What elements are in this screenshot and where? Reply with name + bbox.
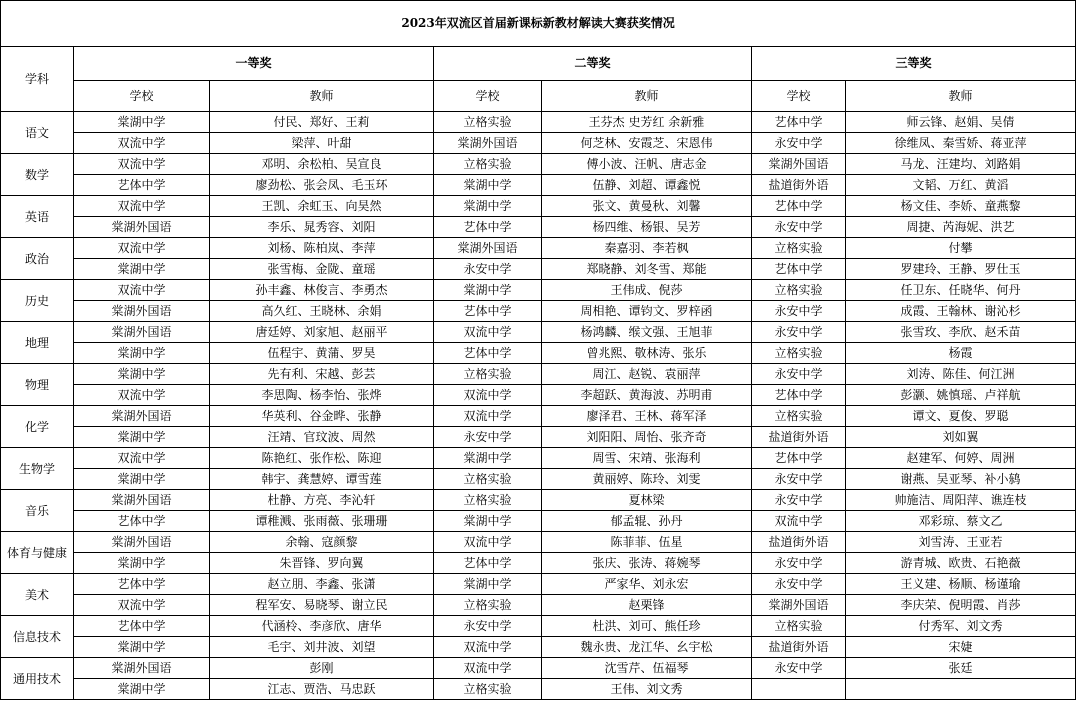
first-school-cell: 棠湖中学: [74, 427, 210, 448]
subject-cell: 美术: [1, 574, 74, 616]
table-row: [1, 175, 1076, 196]
third-school-cell: 永安中学: [752, 658, 846, 679]
third-teacher-cell: [846, 679, 1076, 700]
first-teacher-cell: 杜静、方亮、李沁轩: [210, 490, 434, 511]
third-teacher-cell: 马龙、汪建均、刘路娟: [846, 154, 1076, 175]
first-teacher-cell: 毛宇、刘井波、刘望: [210, 637, 434, 658]
first-teacher-cell: 廖劲松、张会凤、毛玉环: [210, 175, 434, 196]
table-row: [1, 427, 1076, 448]
first-teacher-cell: 邓明、余松柏、吴宣良: [210, 154, 434, 175]
second-teacher-cell: 周相艳、谭钧文、罗梓函: [542, 301, 752, 322]
second-school-cell: 双流中学: [434, 385, 542, 406]
third-teacher-cell: 宋婕: [846, 637, 1076, 658]
third-teacher-cell: 文韬、万红、黄滔: [846, 175, 1076, 196]
first-school-cell: 棠湖中学: [74, 364, 210, 385]
first-teacher-cell: 程军安、易晓琴、谢立民: [210, 595, 434, 616]
second-school-cell: 艺体中学: [434, 343, 542, 364]
table-row: [1, 448, 1076, 469]
third-teacher-cell: 彭灏、姚慎瑶、卢祥航: [846, 385, 1076, 406]
second-school-cell: 艺体中学: [434, 301, 542, 322]
third-teacher-cell: 赵建军、何婷、周洲: [846, 448, 1076, 469]
first-school-cell: 棠湖中学: [74, 637, 210, 658]
first-school-cell: 棠湖外国语: [74, 532, 210, 553]
third-school-cell: 立格实验: [752, 406, 846, 427]
third-teacher-cell: 邓彩琼、蔡文乙: [846, 511, 1076, 532]
third-teacher-cell: 谭文、夏俊、罗聪: [846, 406, 1076, 427]
table-row: [1, 343, 1076, 364]
first-school-cell: 棠湖中学: [74, 343, 210, 364]
first-school-cell: 双流中学: [74, 238, 210, 259]
third-school-cell: 艺体中学: [752, 385, 846, 406]
subject-cell: 通用技术: [1, 658, 74, 700]
second-teacher-cell: 魏永贵、龙江华、幺宇松: [542, 637, 752, 658]
table-row: [1, 511, 1076, 532]
subject-cell: 英语: [1, 196, 74, 238]
third-school-cell: 永安中学: [752, 469, 846, 490]
third-teacher-cell: 王义建、杨顺、杨谨瑜: [846, 574, 1076, 595]
second-school-cell: 棠湖中学: [434, 448, 542, 469]
second-teacher-cell: 杨鸿麟、缑文强、王旭菲: [542, 322, 752, 343]
third-teacher-cell: 任卫东、任晓华、何丹: [846, 280, 1076, 301]
first-school-cell: 棠湖外国语: [74, 217, 210, 238]
first-school-cell: 棠湖中学: [74, 112, 210, 133]
first-school-cell: 棠湖外国语: [74, 490, 210, 511]
third-school-cell: 永安中学: [752, 301, 846, 322]
second-teacher-cell: 郁孟辊、孙丹: [542, 511, 752, 532]
second-school-cell: 立格实验: [434, 679, 542, 700]
third-teacher-cell: 付秀军、刘文秀: [846, 616, 1076, 637]
second-teacher-cell: 曾兆熙、敬林涛、张乐: [542, 343, 752, 364]
school-header-third: 学校: [752, 81, 846, 112]
first-teacher-cell: 朱晋锋、罗向翼: [210, 553, 434, 574]
second-teacher-cell: 何芝林、安霞芝、宋恩伟: [542, 133, 752, 154]
second-teacher-cell: 秦嘉羽、李若枫: [542, 238, 752, 259]
first-school-cell: 棠湖外国语: [74, 322, 210, 343]
second-school-cell: 立格实验: [434, 154, 542, 175]
first-school-cell: 棠湖外国语: [74, 658, 210, 679]
first-teacher-cell: 唐廷婷、刘家旭、赵丽平: [210, 322, 434, 343]
first-school-cell: 双流中学: [74, 133, 210, 154]
second-school-cell: 艺体中学: [434, 217, 542, 238]
second-teacher-cell: 刘阳阳、周怡、张齐奇: [542, 427, 752, 448]
second-teacher-cell: 王伟成、倪莎: [542, 280, 752, 301]
third-school-cell: 永安中学: [752, 553, 846, 574]
second-teacher-cell: 李超跃、黄海波、苏明甫: [542, 385, 752, 406]
tier-second-header: 二等奖: [434, 47, 752, 81]
second-school-cell: 立格实验: [434, 364, 542, 385]
page-title: 2023年双流区首届新课标新教材解读大赛获奖情况: [1, 1, 1076, 47]
table-row: [1, 469, 1076, 490]
third-teacher-cell: 张雪玫、李欣、赵禾苗: [846, 322, 1076, 343]
first-teacher-cell: 谭稚溅、张雨薇、张珊珊: [210, 511, 434, 532]
second-teacher-cell: 严家华、刘永宏: [542, 574, 752, 595]
first-school-cell: 艺体中学: [74, 574, 210, 595]
third-teacher-cell: 谢燕、吴亚琴、补小鸫: [846, 469, 1076, 490]
second-school-cell: 双流中学: [434, 322, 542, 343]
subject-cell: 历史: [1, 280, 74, 322]
table-row: [1, 322, 1076, 343]
third-teacher-cell: 徐维凤、秦雪娇、蒋亚萍: [846, 133, 1076, 154]
third-school-cell: 永安中学: [752, 133, 846, 154]
second-school-cell: 棠湖中学: [434, 574, 542, 595]
third-school-cell: 永安中学: [752, 490, 846, 511]
first-teacher-cell: 王凯、余虹玉、向昊然: [210, 196, 434, 217]
second-school-cell: 立格实验: [434, 595, 542, 616]
third-teacher-cell: 刘如翼: [846, 427, 1076, 448]
first-school-cell: 艺体中学: [74, 175, 210, 196]
third-teacher-cell: 罗建玲、王静、罗仕玉: [846, 259, 1076, 280]
first-teacher-cell: 孙丰鑫、林俊言、李勇杰: [210, 280, 434, 301]
table-row: [1, 595, 1076, 616]
second-school-cell: 棠湖中学: [434, 196, 542, 217]
first-school-cell: 艺体中学: [74, 511, 210, 532]
second-school-cell: 永安中学: [434, 616, 542, 637]
second-school-cell: 永安中学: [434, 427, 542, 448]
table-row: [1, 217, 1076, 238]
third-teacher-cell: 付攀: [846, 238, 1076, 259]
second-teacher-cell: 王芬杰 史芳红 余新雅: [542, 112, 752, 133]
second-teacher-cell: 夏林梁: [542, 490, 752, 511]
second-teacher-cell: 赵栗锋: [542, 595, 752, 616]
second-school-cell: 立格实验: [434, 490, 542, 511]
table-row: [1, 280, 1076, 301]
first-school-cell: 双流中学: [74, 385, 210, 406]
third-school-cell: 棠湖外国语: [752, 154, 846, 175]
first-teacher-cell: 江志、贾浩、马忠跃: [210, 679, 434, 700]
first-school-cell: 双流中学: [74, 196, 210, 217]
second-school-cell: 双流中学: [434, 637, 542, 658]
second-teacher-cell: 陈菲菲、伍星: [542, 532, 752, 553]
first-teacher-cell: 汪靖、官玟波、周然: [210, 427, 434, 448]
table-row: [1, 532, 1076, 553]
table-row: [1, 574, 1076, 595]
first-teacher-cell: 代涵柃、李彦欣、唐华: [210, 616, 434, 637]
third-school-cell: 立格实验: [752, 280, 846, 301]
third-school-cell: [752, 679, 846, 700]
third-school-cell: 永安中学: [752, 322, 846, 343]
subject-cell: 语文: [1, 112, 74, 154]
third-school-cell: 立格实验: [752, 343, 846, 364]
second-school-cell: 双流中学: [434, 658, 542, 679]
second-school-cell: 立格实验: [434, 469, 542, 490]
table-row: [1, 259, 1076, 280]
subject-cell: 生物学: [1, 448, 74, 490]
school-header-second: 学校: [434, 81, 542, 112]
first-school-cell: 艺体中学: [74, 616, 210, 637]
first-teacher-cell: 李乐、晁秀容、刘阳: [210, 217, 434, 238]
first-teacher-cell: 余翰、寇颜黎: [210, 532, 434, 553]
second-teacher-cell: 周雪、宋靖、张海利: [542, 448, 752, 469]
first-teacher-cell: 刘杨、陈柏岚、李萍: [210, 238, 434, 259]
third-school-cell: 棠湖外国语: [752, 595, 846, 616]
third-teacher-cell: 杨霞: [846, 343, 1076, 364]
first-teacher-cell: 彭刚: [210, 658, 434, 679]
second-school-cell: 双流中学: [434, 532, 542, 553]
subject-cell: 音乐: [1, 490, 74, 532]
third-school-cell: 盐道街外语: [752, 427, 846, 448]
first-teacher-cell: 伍程宇、黄蒲、罗昊: [210, 343, 434, 364]
first-teacher-cell: 付民、郑好、王莉: [210, 112, 434, 133]
first-teacher-cell: 张雪梅、金陇、童瑶: [210, 259, 434, 280]
tier-third-header: 三等奖: [752, 47, 1076, 81]
first-teacher-cell: 高久红、王晓林、余娟: [210, 301, 434, 322]
second-school-cell: 永安中学: [434, 259, 542, 280]
table-row: [1, 553, 1076, 574]
table-row: [1, 616, 1076, 637]
teacher-header-second: 教师: [542, 81, 752, 112]
second-teacher-cell: 伍静、刘超、谭鑫悦: [542, 175, 752, 196]
third-school-cell: 盐道街外语: [752, 637, 846, 658]
first-school-cell: 双流中学: [74, 280, 210, 301]
third-school-cell: 艺体中学: [752, 448, 846, 469]
first-teacher-cell: 李思陶、杨李怡、张烨: [210, 385, 434, 406]
third-school-cell: 立格实验: [752, 238, 846, 259]
second-teacher-cell: 杨四维、杨银、吴芳: [542, 217, 752, 238]
table-row: [1, 133, 1076, 154]
table-row: [1, 364, 1076, 385]
second-teacher-cell: 张庆、张涛、蒋婉琴: [542, 553, 752, 574]
second-school-cell: 棠湖中学: [434, 280, 542, 301]
subject-cell: 数学: [1, 154, 74, 196]
third-teacher-cell: 周捷、芮海妮、洪艺: [846, 217, 1076, 238]
third-teacher-cell: 杨文佳、李娇、童燕黎: [846, 196, 1076, 217]
second-school-cell: 立格实验: [434, 112, 542, 133]
third-school-cell: 盐道街外语: [752, 532, 846, 553]
first-school-cell: 双流中学: [74, 154, 210, 175]
subject-cell: 地理: [1, 322, 74, 364]
first-school-cell: 双流中学: [74, 448, 210, 469]
table-row: [1, 301, 1076, 322]
second-teacher-cell: 沈雪芹、伍福琴: [542, 658, 752, 679]
second-teacher-cell: 周江、赵锐、袁丽萍: [542, 364, 752, 385]
first-school-cell: 双流中学: [74, 595, 210, 616]
subject-cell: 体育与健康: [1, 532, 74, 574]
subject-cell: 信息技术: [1, 616, 74, 658]
table-row: [1, 490, 1076, 511]
tier-first-header: 一等奖: [74, 47, 434, 81]
subject-cell: 政治: [1, 238, 74, 280]
second-school-cell: 棠湖外国语: [434, 133, 542, 154]
third-teacher-cell: 刘涛、陈佳、何江洲: [846, 364, 1076, 385]
first-school-cell: 棠湖中学: [74, 469, 210, 490]
third-teacher-cell: 游青城、欧贵、石艳薇: [846, 553, 1076, 574]
first-teacher-cell: 赵立朋、李鑫、张潇: [210, 574, 434, 595]
table-row: [1, 679, 1076, 700]
second-teacher-cell: 张文、黄曼秋、刘馨: [542, 196, 752, 217]
third-teacher-cell: 张廷: [846, 658, 1076, 679]
second-school-cell: 棠湖中学: [434, 511, 542, 532]
third-teacher-cell: 师云锋、赵娟、吴倩: [846, 112, 1076, 133]
third-teacher-cell: 帅施洁、周阳萍、谯连枝: [846, 490, 1076, 511]
second-teacher-cell: 杜洪、刘可、熊任珍: [542, 616, 752, 637]
teacher-header-third: 教师: [846, 81, 1076, 112]
second-school-cell: 棠湖中学: [434, 175, 542, 196]
first-teacher-cell: 先有利、宋越、彭芸: [210, 364, 434, 385]
second-teacher-cell: 郑晓静、刘冬雪、郑能: [542, 259, 752, 280]
teacher-header-first: 教师: [210, 81, 434, 112]
first-teacher-cell: 陈艳红、张作松、陈迎: [210, 448, 434, 469]
third-school-cell: 永安中学: [752, 217, 846, 238]
first-teacher-cell: 华英利、谷金晔、张静: [210, 406, 434, 427]
second-school-cell: 双流中学: [434, 406, 542, 427]
third-school-cell: 艺体中学: [752, 259, 846, 280]
subject-header: 学科: [1, 47, 74, 112]
second-teacher-cell: 廖泽君、王林、蒋军泽: [542, 406, 752, 427]
third-school-cell: 立格实验: [752, 616, 846, 637]
table-row: [1, 637, 1076, 658]
third-school-cell: 双流中学: [752, 511, 846, 532]
third-teacher-cell: 成霞、王翰林、谢沁杉: [846, 301, 1076, 322]
second-teacher-cell: 王伟、刘文秀: [542, 679, 752, 700]
first-school-cell: 棠湖中学: [74, 679, 210, 700]
table-row: [1, 658, 1076, 679]
third-school-cell: 艺体中学: [752, 196, 846, 217]
third-school-cell: 永安中学: [752, 574, 846, 595]
third-teacher-cell: 刘雪涛、王亚若: [846, 532, 1076, 553]
table-row: [1, 196, 1076, 217]
subject-cell: 化学: [1, 406, 74, 448]
second-teacher-cell: 黄丽婷、陈玲、刘雯: [542, 469, 752, 490]
table-row: [1, 112, 1076, 133]
subject-cell: 物理: [1, 364, 74, 406]
first-teacher-cell: 韩宇、龚慧婷、谭雪莲: [210, 469, 434, 490]
third-school-cell: 永安中学: [752, 364, 846, 385]
third-teacher-cell: 李庆荣、倪明霞、肖莎: [846, 595, 1076, 616]
third-school-cell: 艺体中学: [752, 112, 846, 133]
first-school-cell: 棠湖外国语: [74, 301, 210, 322]
second-school-cell: 棠湖外国语: [434, 238, 542, 259]
first-school-cell: 棠湖中学: [74, 259, 210, 280]
table-row: [1, 406, 1076, 427]
third-school-cell: 盐道街外语: [752, 175, 846, 196]
table-row: [1, 385, 1076, 406]
first-school-cell: 棠湖中学: [74, 553, 210, 574]
table-row: [1, 154, 1076, 175]
second-teacher-cell: 傅小波、汪帆、唐志金: [542, 154, 752, 175]
school-header-first: 学校: [74, 81, 210, 112]
first-teacher-cell: 梁萍、叶甜: [210, 133, 434, 154]
second-school-cell: 艺体中学: [434, 553, 542, 574]
table-row: [1, 238, 1076, 259]
first-school-cell: 棠湖外国语: [74, 406, 210, 427]
